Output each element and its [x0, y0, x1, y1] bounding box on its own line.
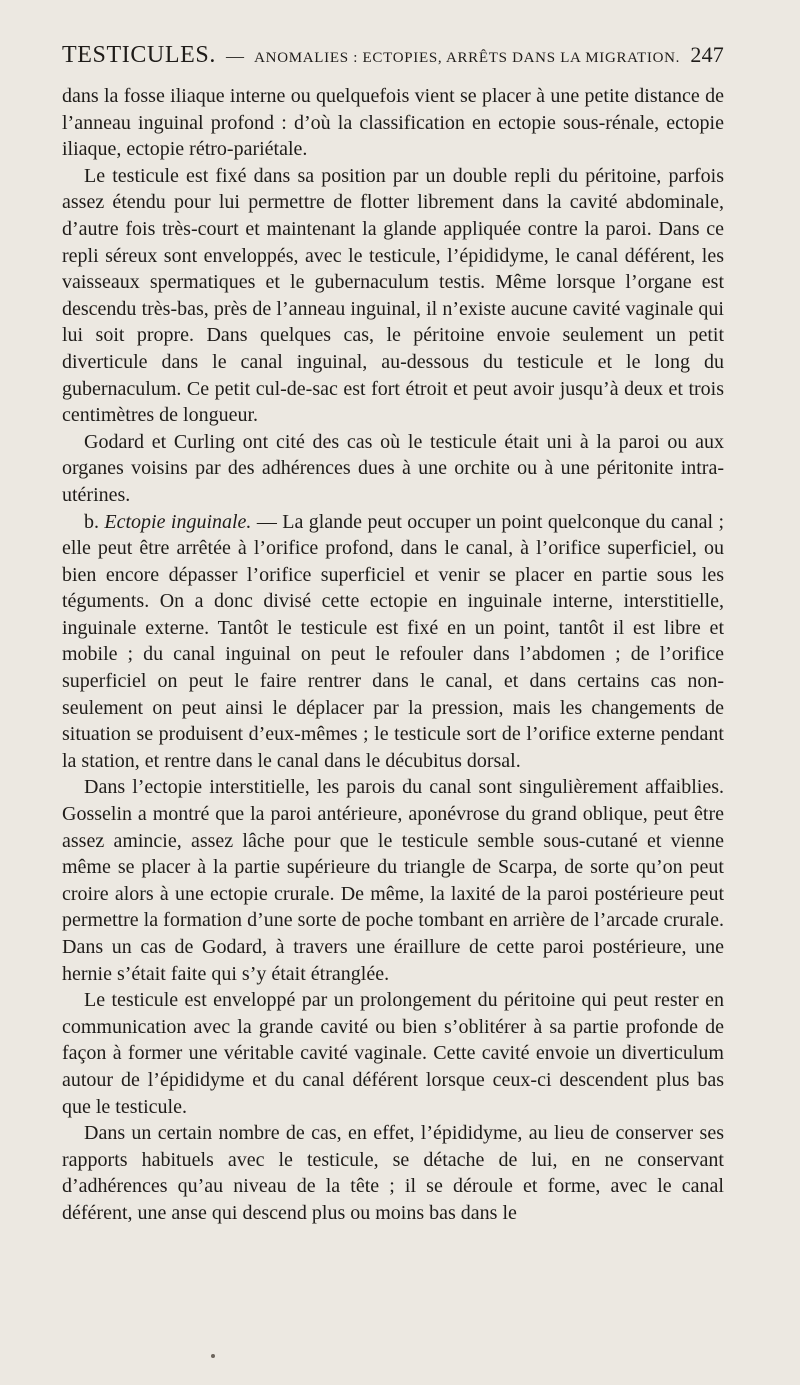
paragraph-1: dans la fosse iliaque interne ou quelquefois vient se placer à une petite distance de l’anneau inguinal profond : d’où la classification en ectopie sous-rénale, ectopie iliaque, ectopie rétro-pariétale.: [62, 85, 724, 161]
paragraph-3: Godard et Curling ont cité des cas où le testicule était uni à la paroi ou aux organes voisins par des adhérences dues à une orchite ou à une péritonite intra-utérines.: [62, 430, 724, 506]
subsection-letter: b.: [84, 510, 99, 533]
paragraph-4: [62, 509, 724, 775]
subsection-heading: Ectopie inguinale.: [104, 510, 252, 533]
paragraph-2: Le testicule est fixé dans sa position par un double repli du péritoine, parfois assez étendu pour lui permettre de flotter librement dans la cavité abdominale, d’autre fois très-court et maintenant la glande appliquée contre la paroi. Dans ce repli séreux sont enveloppés, avec le testicule, l’épididyme, le canal déférent, les vaisseaux spermatiques et le gubernaculum testis. Même lorsque l’organe est descendu très-bas, près de l’anneau inguinal, il n’existe aucune cavité vaginale qui lui soit propre. Dans quelques cas, le péritoine envoie seulement un petit diverticule dans le canal inguinal, au-dessous du testicule et le long du gubernaculum. Ce petit cul-de-sac est fort étroit et peut avoir jusqu’à deux et trois centimètres de longueur.: [62, 164, 724, 427]
running-header-left: [62, 42, 680, 69]
paragraph-4-text: La glande peut occuper un point quelconque du canal ; elle peut être arrêtée à l’orifice profond, dans le canal, à l’orifice superficiel, ou bien encore dépasser l’orifice superficiel et venir se placer en partie sous les téguments. On a donc divisé cette ectopie en inguinale interne, interstitielle, inguinale externe. Tantôt le testicule est fixé en un point, tantôt il est libre et mobile ; du canal inguinal on peut le refouler dans l’abdomen ; de l’orifice superficiel on peut le faire rentrer dans le canal, et dans certains cas non-seulement on peut ainsi le déplacer par la pression, mais les changements de situation se produisent d’eux-mêmes ; le testicule sort de l’orifice externe pendant la station, et rentre dans le canal dans le décubitus dorsal.: [62, 510, 725, 772]
ink-dot: [211, 1354, 215, 1358]
chapter-title: TESTICULES.: [62, 42, 216, 68]
subsection-dash: —: [256, 510, 277, 533]
header-dash: —: [225, 46, 245, 66]
running-header: [62, 42, 724, 69]
paragraph-5: Dans l’ectopie interstitielle, les parois du canal sont singulièrement affaiblies. Gosselin a montré que la paroi antérieure, aponévrose du grand oblique, peut être assez amincie, assez lâche pour que le testicule semble sous-cutané et vienne même se placer à la partie supérieure du triangle de Scarpa, de sorte qu’on peut croire alors à une ectopie crurale. De même, la laxité de la paroi postérieure peut permettre la formation d’une sorte de poche tombant en arrière de l’arcade crurale. Dans un cas de Godard, à travers une éraillure de cette paroi postérieure, une hernie s’était faite qui s’y était étranglée.: [62, 776, 724, 985]
paragraph-6: Le testicule est enveloppé par un prolongement du péritoine qui peut rester en communication avec la grande cavité ou bien s’oblitérer à sa partie profonde de façon à former une véritable cavité vaginale. Cette cavité envoie un diverticulum autour de l’épididyme et du canal déférent lorsque ceux-ci descendent plus bas que le testicule.: [62, 989, 724, 1118]
body-text: [62, 83, 724, 1227]
paragraph-7: Dans un certain nombre de cas, en effet, l’épididyme, au lieu de conserver ses rapports habituels avec le testicule, se détache de lui, en ne conservant d’adhérences qu’au niveau de la tête ; il se déroule et forme, avec le canal déférent, une anse qui descend plus ou moins bas dans le: [62, 1122, 724, 1224]
section-subtitle: ANOMALIES : ECTOPIES, ARRÊTS DANS LA MIGRATION.: [254, 50, 681, 66]
page-number: 247: [690, 42, 724, 67]
